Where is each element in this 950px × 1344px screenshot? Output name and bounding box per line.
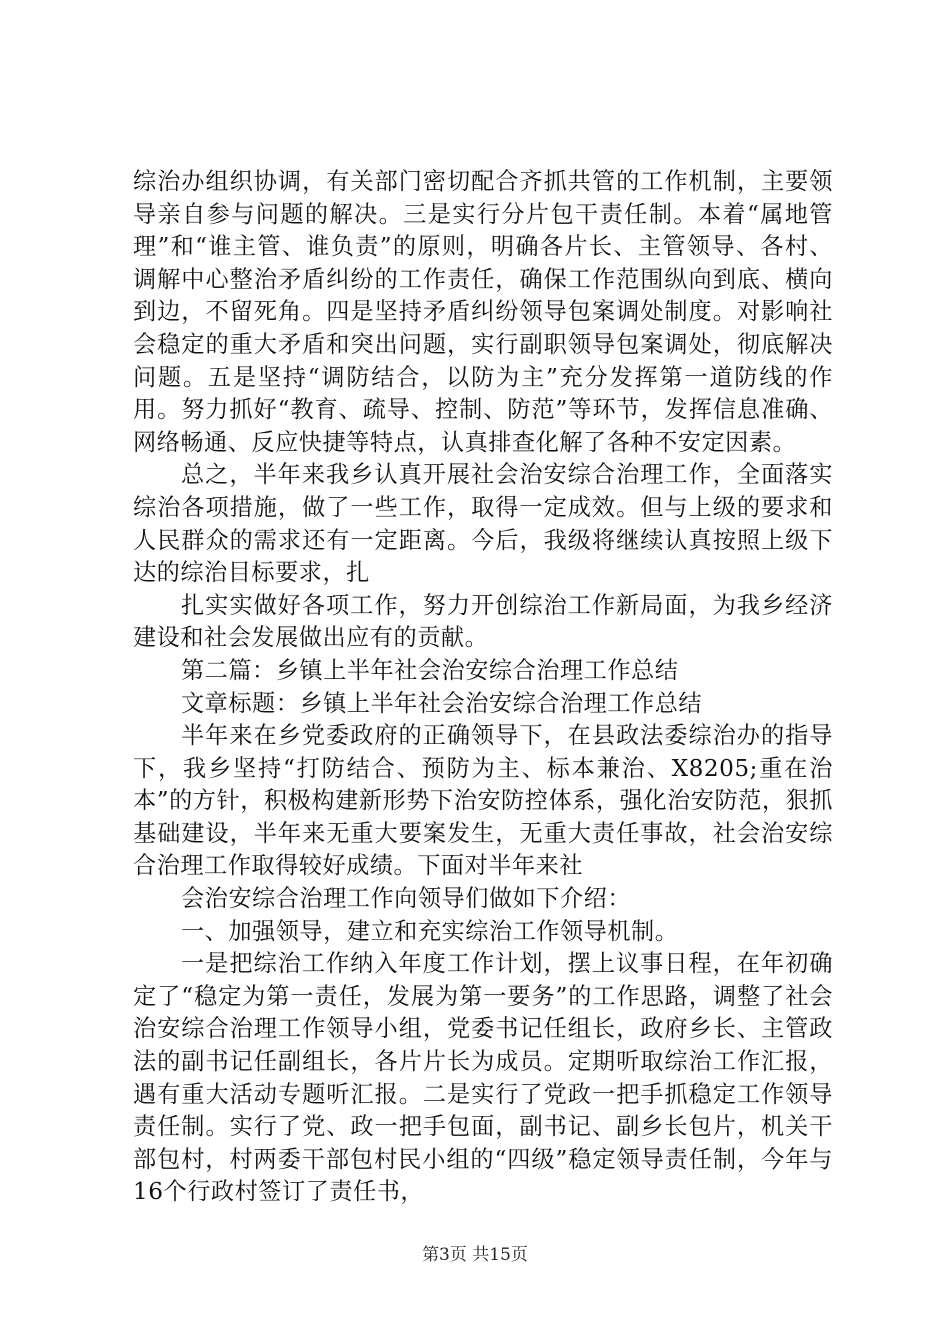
section-heading: 第二篇：乡镇上半年社会治安综合治理工作总结: [181, 656, 679, 684]
page-total: 共15页: [472, 1245, 528, 1265]
paragraph-9: 一是把综治工作纳入年度工作计划，摆上议事日程，在年初确定了“稳定为第一责任，发展为第一要务”的工作思路，调整了社会治安综合治理工作领导小组，党委书记任组长，政府乡长、主管政法的副书记任副组长，各片片长为成员。定期听取综治工作汇报，遇有重大活动专题听汇报。二是实行了党政一把手抓稳定工作领导责任制。实行了党、政一把手包面，副书记、副乡长包片，机关干部包村，村两委干部包村民小组的“四级”稳定领导责任制，今年与16个行政村签订了责任书，: [133, 950, 833, 1206]
paragraph-2: 总之，半年来我乡认真开展社会治安综合治理工作，全面落实综治各项措施，做了一些工作，取得一定成效。但与上级的要求和人民群众的需求还有一定距离。今后，我级将继续认真按照上级下达的综治目标要求，扎: [133, 461, 833, 587]
paragraph-1: 综治办组织协调，有关部门密切配合齐抓共管的工作机制，主要领导亲自参与问题的解决。三是实行分片包干责任制。本着“属地管理”和“谁主管、谁负责”的原则，明确各片长、主管领导、各村、调解中心整治矛盾纠纷的工作责任，确保工作范围纵向到底、横向到边，不留死角。四是坚持矛盾纠纷领导包案调处制度。对影响社会稳定的重大矛盾和突出问题，实行副职领导包案调处，彻底解决问题。五是坚持“调防结合，以防为主”充分发挥第一道防线的作用。努力抓好“教育、疏导、控制、防范”等环节，发挥信息准确、网络畅通、反应快捷等特点，认真排查化解了各种不安定因素。: [133, 168, 833, 456]
document-body: [133, 166, 833, 1209]
paragraph-6: 半年来在乡党委政府的正确领导下，在县政法委综治办的指导下，我乡坚持“打防结合、预防为主、标本兼治、X8205;重在治本”的方针，积极构建新形势下治安防控体系，强化治安防范，狠抓基础建设，半年来无重大要案发生，无重大责任事故，社会治安综合治理工作取得较好成绩。下面对半年来社: [133, 722, 833, 880]
article-title-line: 文章标题：乡镇上半年社会治安综合治理工作总结: [181, 689, 703, 717]
page-footer: [0, 1244, 950, 1266]
subheading-1: 一、加强领导，建立和充实综治工作领导机制。: [181, 917, 679, 945]
page-number: 第3页: [422, 1245, 467, 1265]
paragraph-3: 扎实实做好各项工作，努力开创综治工作新局面，为我乡经济建设和社会发展做出应有的贡献。: [133, 591, 833, 652]
paragraph-7: 会治安综合治理工作向领导们做如下介绍：: [181, 885, 632, 913]
